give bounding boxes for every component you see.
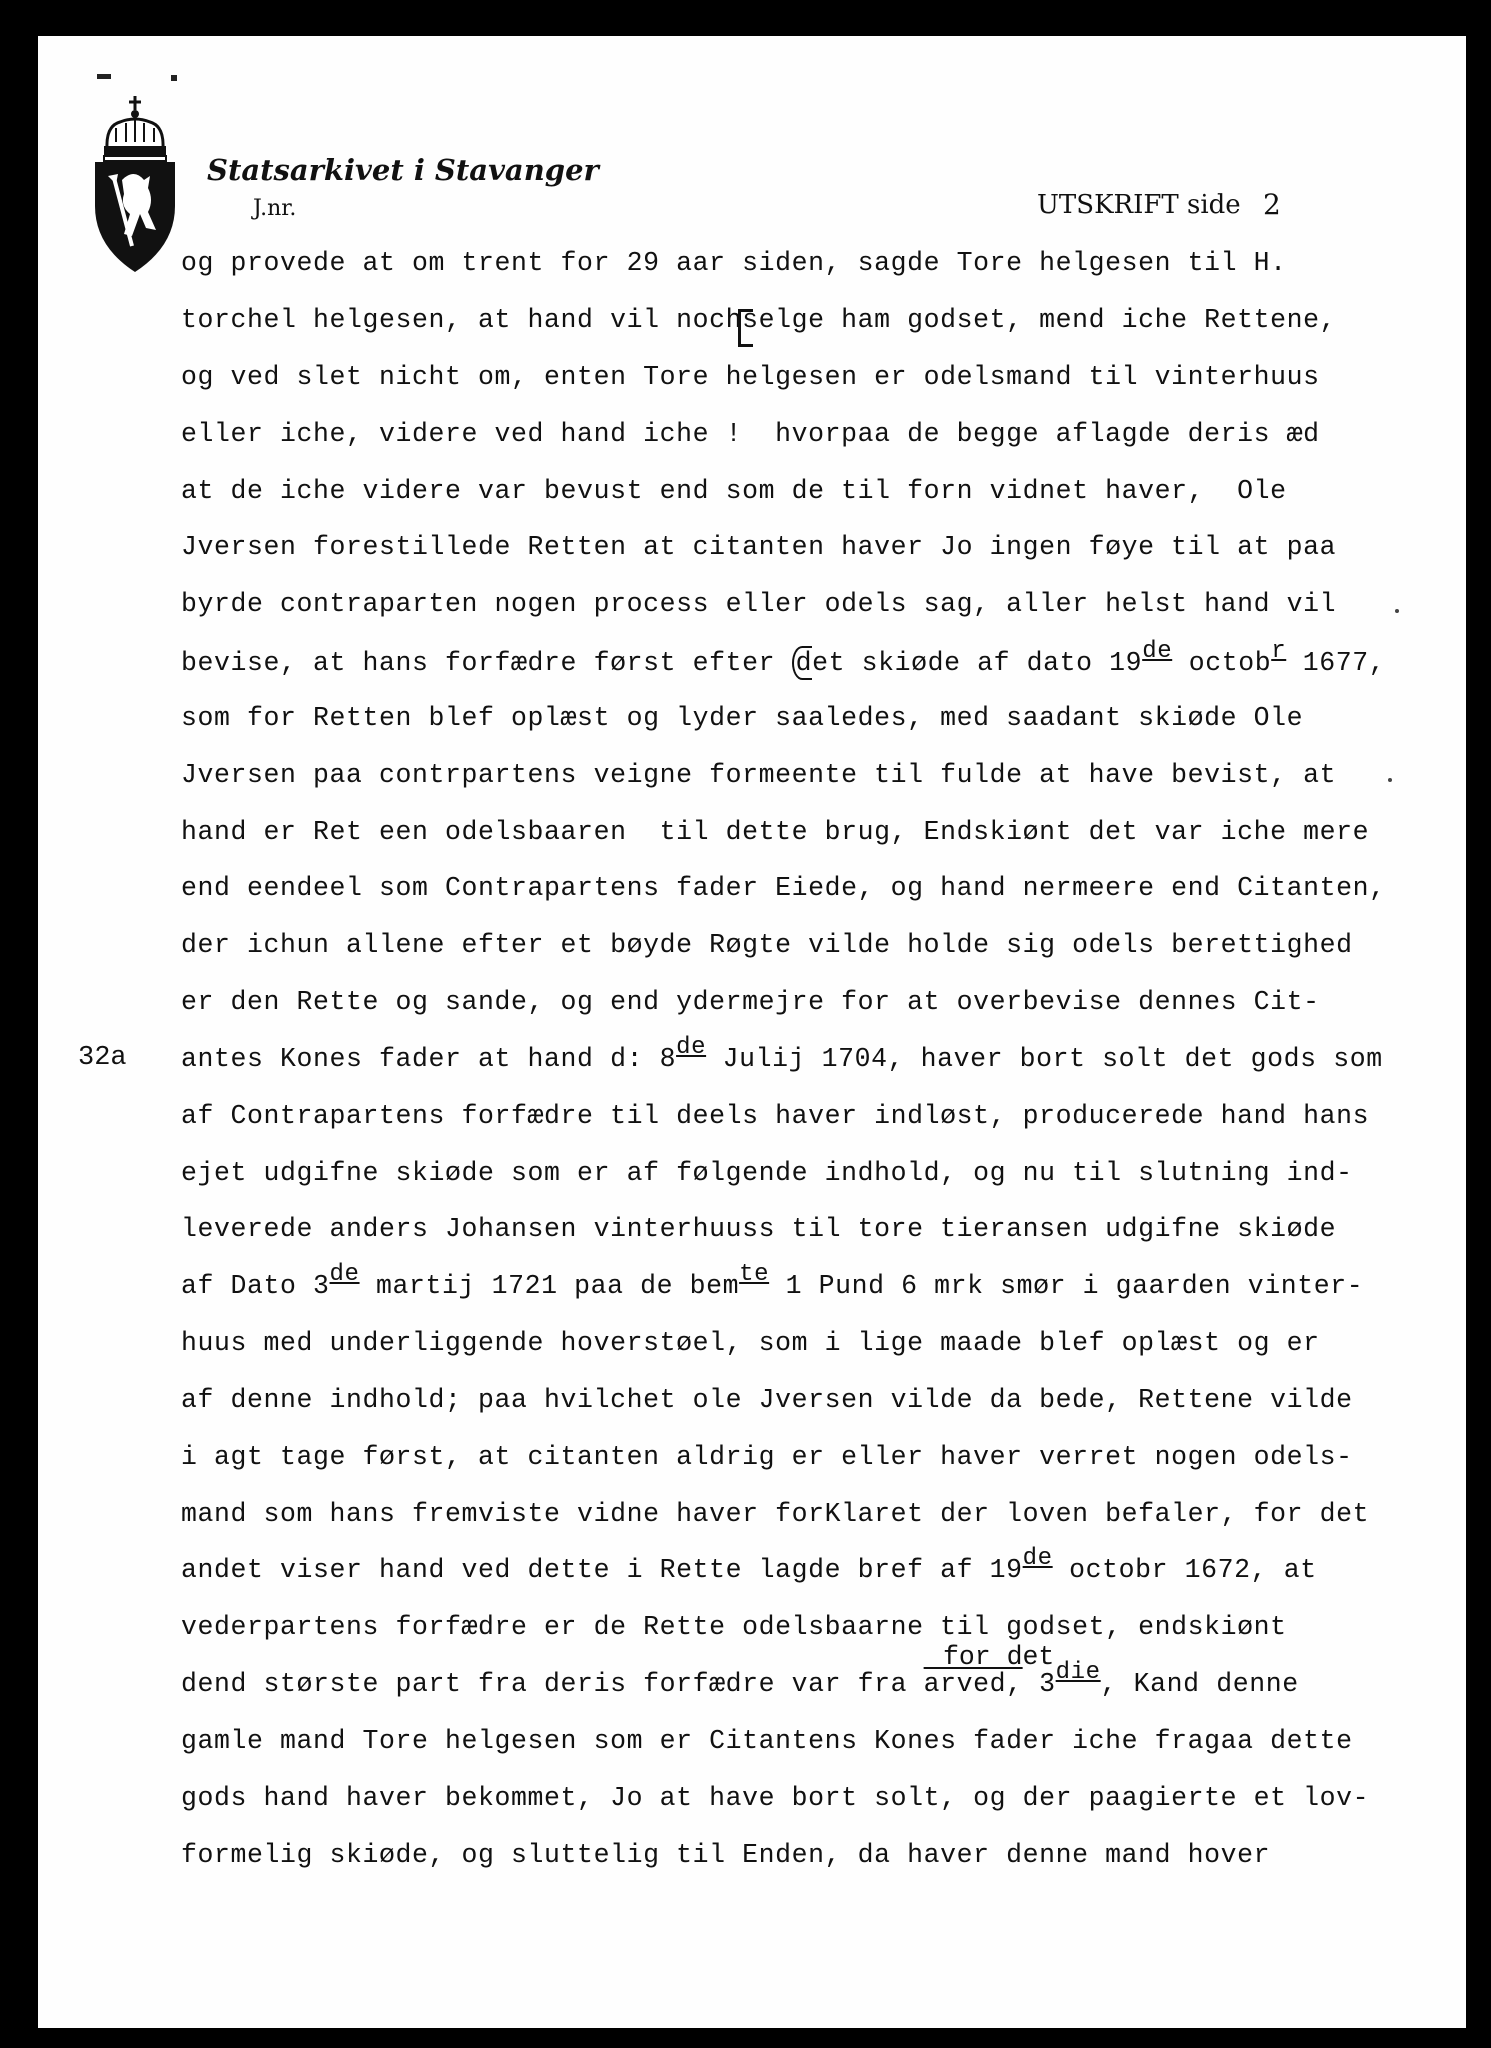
text-line: gamle mand Tore helgesen som er Citantens Kones fader iche fragaa dette (181, 1726, 1353, 1756)
text-segment: af Dato 3 (181, 1271, 330, 1301)
text-line: end eendeel som Contrapartens fader Eiede, og hand nermeere end Citanten, (181, 873, 1386, 903)
text-line: og ved slet nicht om, enten Tore helgesen er odelsmand til vinterhuus (181, 362, 1320, 392)
text-line: af Contrapartens forfædre til deels haver indløst, producerede hand hans (181, 1101, 1370, 1131)
text-line: gods hand haver bekommet, Jo at have bort solt, og der paagierte et lov- (181, 1783, 1370, 1813)
superscript: de (1022, 1545, 1053, 1572)
scan-marks (95, 68, 195, 88)
text-segment: andet viser hand ved dette i Rette lagde bref af 19 (181, 1555, 1023, 1585)
text-segment: 1 Pund 6 mrk smør i gaarden vinter- (769, 1271, 1364, 1301)
text-line: formelig skiøde, og sluttelig til Enden, da haver denne mand hover (181, 1840, 1271, 1870)
text-line: byrde contraparten nogen process eller odels sag, aller helst hand vil (181, 589, 1337, 619)
text-segment: 3 (1022, 1669, 1056, 1699)
superscript: die (1055, 1659, 1101, 1686)
text-segment: torchel helgesen, at hand vil noch (181, 305, 743, 335)
text-line (181, 1545, 1317, 1585)
transcript-label: UTSKRIFT side (1037, 190, 1241, 220)
text-line: eller iche, videre ved hand iche ! hvorpaa de begge aflagde deris æd (181, 419, 1320, 449)
text-line: er den Rette og sande, og end ydermejre for at overbevise dennes Cit- (181, 987, 1320, 1017)
text-line (181, 1261, 1364, 1301)
text-line: af denne indhold; paa hvilchet ole Jversen vilde da bede, Rettene vilde (181, 1385, 1353, 1415)
superscript: te (739, 1261, 770, 1288)
text-line (181, 1034, 1383, 1074)
text-line: huus med underliggende hoverstøel, som i lige maade blef oplæst og er (181, 1328, 1320, 1358)
page-number: 2 (1263, 188, 1281, 221)
margin-note: 32a (78, 1043, 127, 1073)
text-line (181, 305, 1336, 335)
text-segment: bevise, at hans forfædre først efter (181, 648, 792, 678)
norwegian-coat-of-arms-icon (92, 96, 182, 276)
superscript: de (676, 1034, 707, 1061)
superscript: de (1142, 638, 1173, 665)
text-line (181, 1659, 1299, 1699)
text-line: som for Retten blef oplæst og lyder saaledes, med saadant skiøde Ole (181, 703, 1304, 733)
text-segment: et skiøde af dato 19 (812, 648, 1143, 678)
ink-speck (1395, 609, 1399, 613)
text-segment: 1677, (1286, 648, 1386, 678)
text-line: og provede at om trent for 29 aar siden, sagde Tore helgesen til H. (181, 248, 1287, 278)
text-segment: , Kand denne (1100, 1669, 1299, 1699)
text-line: der ichun allene efter et bøyde Røgte vilde holde sig odels berettighed (181, 930, 1353, 960)
text-line: ejet udgifne skiøde som er af følgende indhold, og nu til slutning ind- (181, 1158, 1353, 1188)
text-line: mand som hans fremviste vidne haver forKlaret der loven befaler, for det (181, 1499, 1370, 1529)
circled-letter: d (792, 646, 813, 680)
text-line: i agt tage først, at citanten aldrig er eller haver verret nogen odels- (181, 1442, 1353, 1472)
superscript: de (329, 1261, 360, 1288)
text-segment: antes Kones fader at hand d: 8 (181, 1044, 677, 1074)
text-segment: octobr 1672, at (1052, 1555, 1317, 1585)
ink-speck (1388, 778, 1392, 782)
archive-name: Statsarkivet i Stavanger (207, 153, 599, 187)
journal-number-label: J.nr. (253, 196, 297, 221)
text-line (181, 638, 1386, 680)
text-line: Jversen paa contrpartens veigne formeente til fulde at have bevist, at (181, 760, 1337, 790)
text-segment: martij 1721 paa de bem (359, 1271, 740, 1301)
text-line: Jversen forestillede Retten at citanten haver Jo ingen føye til at paa (181, 532, 1337, 562)
text-segment: Julij 1704, haver bort solt det gods som (706, 1044, 1383, 1074)
superscript: r (1271, 638, 1287, 665)
text-line: vederpartens forfædre er de Rette odelsbaarne til godset, endskiønt (181, 1612, 1287, 1642)
overlined-word: arved, (923, 1669, 1023, 1699)
text-line: at de iche videre var bevust end som de til forn vidnet haver, Ole (181, 476, 1287, 506)
text-line: hand er Ret een odelsbaaren til dette brug, Endskiønt det var iche mere (181, 817, 1370, 847)
text-segment: selge ham godset, mend iche Rettene, (742, 305, 1337, 335)
text-segment: octob (1172, 648, 1272, 678)
interlinear-insertion: for det (943, 1642, 1055, 1672)
text-segment: dend største part fra deris forfædre var fra (181, 1669, 924, 1699)
text-line: leverede anders Johansen vinterhuuss til tore tieransen udgifne skiøde (181, 1214, 1337, 1244)
